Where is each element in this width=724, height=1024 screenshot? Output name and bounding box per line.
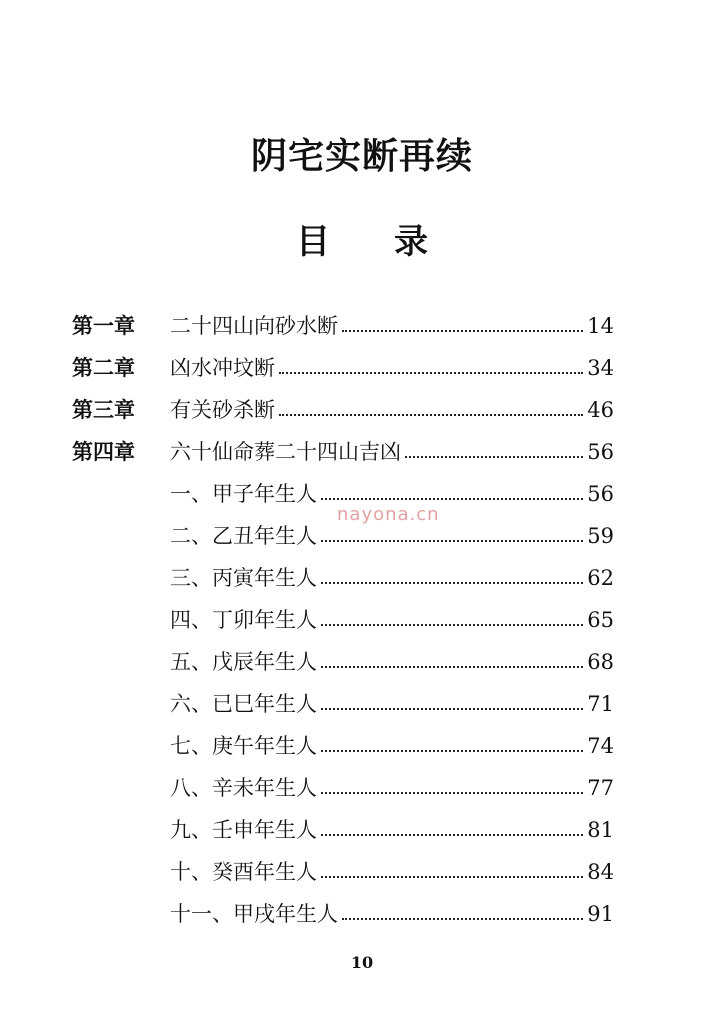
dot-leader xyxy=(321,496,583,500)
toc-heading-char-2: 录 xyxy=(394,222,428,262)
dot-leader xyxy=(321,664,583,668)
dot-leader xyxy=(279,370,583,374)
dot-leader xyxy=(321,832,583,836)
toc-entry-section-7 xyxy=(170,720,614,760)
page-ref: 71 xyxy=(587,692,614,716)
dot-leader xyxy=(405,454,583,458)
toc-entry-section-10 xyxy=(170,846,614,886)
toc-entry-section-6 xyxy=(170,678,614,718)
toc-entry-chapter-2 xyxy=(72,342,614,382)
toc-entry-chapter-3 xyxy=(72,384,614,424)
toc-heading-char-1: 目 xyxy=(296,222,330,262)
toc-heading xyxy=(0,214,724,263)
toc-entry-section-9 xyxy=(170,804,614,844)
page-ref: 59 xyxy=(587,524,614,548)
page-ref: 46 xyxy=(587,398,614,422)
page-ref: 77 xyxy=(587,776,614,800)
section-title: 六、已巳年生人 xyxy=(170,692,317,716)
page-ref: 91 xyxy=(587,902,614,926)
dot-leader xyxy=(321,706,583,710)
page-ref: 34 xyxy=(587,356,614,380)
page-ref: 56 xyxy=(587,440,614,464)
section-title: 五、戊辰年生人 xyxy=(170,650,317,674)
section-title: 八、辛未年生人 xyxy=(170,776,317,800)
dot-leader xyxy=(321,580,583,584)
page-ref: 65 xyxy=(587,608,614,632)
page-number: 10 xyxy=(350,953,374,972)
chapter-title: 有关砂杀断 xyxy=(170,398,275,422)
dot-leader xyxy=(321,874,583,878)
section-title: 十一、甲戌年生人 xyxy=(170,902,338,926)
toc-entry-section-8 xyxy=(170,762,614,802)
dot-leader xyxy=(279,412,583,416)
book-title: 阴宅实断再续 xyxy=(250,136,473,177)
toc-entry-chapter-1 xyxy=(72,300,614,340)
toc-entry-section-1 xyxy=(170,468,614,508)
section-title: 九、壬申年生人 xyxy=(170,818,317,842)
chapter-number: 第一章 xyxy=(72,313,135,338)
toc-entry-chapter-4 xyxy=(72,426,614,466)
dot-leader xyxy=(321,790,583,794)
section-title: 一、甲子年生人 xyxy=(170,482,317,506)
page-ref: 84 xyxy=(587,860,614,884)
toc-entry-section-5 xyxy=(170,636,614,676)
chapter-number: 第三章 xyxy=(72,397,135,422)
page-ref: 14 xyxy=(587,314,614,338)
page-ref: 81 xyxy=(587,818,614,842)
dot-leader xyxy=(342,916,583,920)
page-ref: 68 xyxy=(587,650,614,674)
page-ref: 62 xyxy=(587,566,614,590)
chapter-number: 第二章 xyxy=(72,355,135,380)
section-title: 十、癸酉年生人 xyxy=(170,860,317,884)
section-title: 四、丁卯年生人 xyxy=(170,608,317,632)
section-title: 二、乙丑年生人 xyxy=(170,524,317,548)
section-title: 三、丙寅年生人 xyxy=(170,566,317,590)
chapter-title: 凶水冲坟断 xyxy=(170,356,275,380)
page-ref: 56 xyxy=(587,482,614,506)
chapter-title: 二十四山向砂水断 xyxy=(170,314,338,338)
toc-entry-section-11 xyxy=(170,888,614,928)
chapter-number: 第四章 xyxy=(72,439,135,464)
chapter-title: 六十仙命葬二十四山吉凶 xyxy=(170,440,401,464)
dot-leader xyxy=(321,622,583,626)
dot-leader xyxy=(321,748,583,752)
section-title: 七、庚午年生人 xyxy=(170,734,317,758)
toc-entry-section-4 xyxy=(170,594,614,634)
toc-entry-section-3 xyxy=(170,552,614,592)
dot-leader xyxy=(321,538,583,542)
page-ref: 74 xyxy=(587,734,614,758)
dot-leader xyxy=(342,328,583,332)
watermark-text: nayona.cn xyxy=(337,504,440,525)
